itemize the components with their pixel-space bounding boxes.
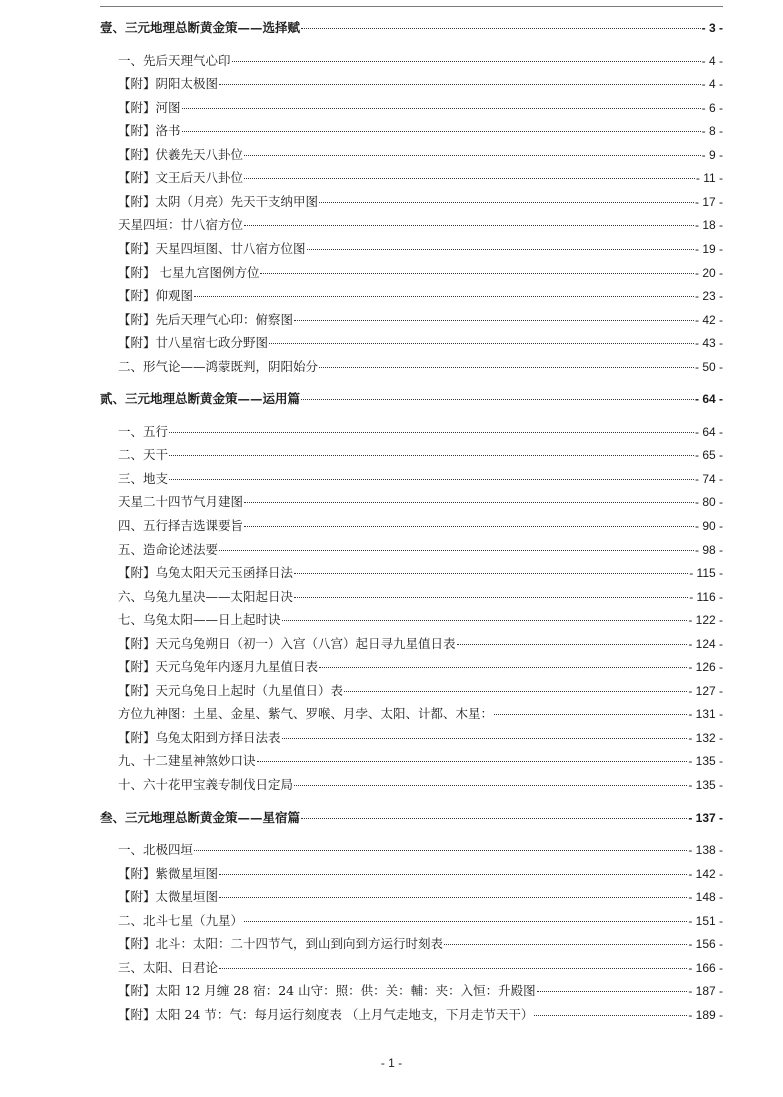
toc-entry-label: 一、先后天理气心印 bbox=[118, 53, 231, 68]
toc-section-heading[interactable] bbox=[100, 810, 723, 826]
toc-entry-page: - 115 - bbox=[689, 566, 723, 580]
toc-entry[interactable] bbox=[118, 777, 723, 793]
toc-entry-page: - 80 - bbox=[694, 495, 723, 509]
toc-entry-page: - 42 - bbox=[694, 313, 723, 327]
toc-entry[interactable] bbox=[118, 960, 723, 976]
toc-entry-page: - 65 - bbox=[694, 448, 723, 462]
toc-dot-leader bbox=[307, 249, 694, 250]
toc-dot-leader bbox=[169, 455, 694, 456]
toc-dot-leader bbox=[182, 131, 701, 132]
toc-entry-label: 三、太阳、日君论 bbox=[118, 960, 219, 975]
toc-entry-label: 【附】 七星九宫图例方位 bbox=[118, 265, 260, 280]
toc-entry-label: 【附】河图 bbox=[118, 100, 181, 115]
toc-entry-label: 【附】太微星垣图 bbox=[118, 889, 219, 904]
toc-entry-page: - 8 - bbox=[701, 124, 723, 138]
toc-entry[interactable] bbox=[118, 447, 723, 463]
toc-entry-label: 【附】洛书 bbox=[118, 123, 181, 138]
toc-entry-label: 天星四垣：廿八宿方位 bbox=[118, 217, 244, 232]
toc-entry-label: 方位九神图：土星、金星、紫气、罗喉、月孛、太阳、计都、木星： bbox=[118, 706, 494, 721]
toc-entry-page: - 90 - bbox=[694, 519, 723, 533]
toc-entry[interactable] bbox=[118, 866, 723, 882]
toc-entry[interactable] bbox=[118, 565, 723, 581]
toc-entry-page: - 156 - bbox=[688, 937, 723, 951]
toc-entry[interactable] bbox=[118, 241, 723, 257]
toc-entry-label: 七、乌兔太阳——日上起时诀 bbox=[118, 612, 281, 627]
toc-entry[interactable] bbox=[118, 842, 723, 858]
toc-entry[interactable] bbox=[118, 170, 723, 186]
toc-dot-leader bbox=[257, 761, 688, 762]
toc-entry[interactable] bbox=[118, 312, 723, 328]
toc-entry-page: - 50 - bbox=[694, 360, 723, 374]
toc-entry[interactable] bbox=[118, 76, 723, 92]
toc-dot-leader bbox=[219, 968, 687, 969]
toc-entry-page: - 166 - bbox=[688, 961, 723, 975]
toc-entry[interactable] bbox=[118, 936, 723, 952]
toc-entry-label: 五、造命论述法要 bbox=[118, 542, 219, 557]
toc-entry[interactable] bbox=[118, 683, 723, 699]
toc-entry-page: - 64 - bbox=[694, 425, 723, 439]
toc-entry-label: 九、十二建星神煞妙口诀 bbox=[118, 753, 256, 768]
toc-entry-label: 【附】太阳 12 月缠 28 宿：24 山守：照：供：关：輔：夹：入恒：升殿图 bbox=[118, 983, 536, 998]
toc-dot-leader bbox=[232, 61, 701, 62]
toc-entry-page: - 19 - bbox=[694, 242, 723, 256]
toc-entry-label: 【附】乌兔太阳天元玉函择日法 bbox=[118, 565, 294, 580]
toc-entry[interactable] bbox=[118, 335, 723, 351]
toc-entry[interactable] bbox=[118, 53, 723, 69]
toc-entry[interactable] bbox=[118, 288, 723, 304]
toc-entry-page: - 131 - bbox=[688, 707, 723, 721]
toc-entry-label: 【附】乌兔太阳到方择日法表 bbox=[118, 730, 281, 745]
toc-entry[interactable] bbox=[118, 100, 723, 116]
toc-entry-label: 【附】文王后天八卦位 bbox=[118, 170, 244, 185]
toc-dot-leader bbox=[319, 202, 694, 203]
toc-entry-page: - 43 - bbox=[694, 336, 723, 350]
toc-entry-page: - 187 - bbox=[688, 984, 723, 998]
toc-entry[interactable] bbox=[118, 983, 723, 999]
toc-entry-label: 【附】伏羲先天八卦位 bbox=[118, 147, 244, 162]
toc-entry[interactable] bbox=[118, 471, 723, 487]
toc-entry-page: - 126 - bbox=[688, 660, 723, 674]
toc-entry-page: - 127 - bbox=[688, 684, 723, 698]
toc-entry[interactable] bbox=[118, 494, 723, 510]
toc-entry-page: - 20 - bbox=[694, 266, 723, 280]
toc-entry[interactable] bbox=[118, 424, 723, 440]
toc-dot-leader bbox=[244, 155, 701, 156]
toc-entry-page: - 3 - bbox=[701, 21, 723, 35]
toc-entry-label: 【附】先后天理气心印：俯察图 bbox=[118, 312, 294, 327]
toc-dot-leader bbox=[537, 991, 688, 992]
toc-dot-leader bbox=[319, 667, 687, 668]
toc-dot-leader bbox=[344, 691, 687, 692]
toc-dot-leader bbox=[294, 597, 688, 598]
toc-entry-page: - 64 - bbox=[694, 392, 723, 406]
toc-entry-page: - 135 - bbox=[688, 754, 723, 768]
toc-entry-page: - 9 - bbox=[701, 148, 723, 162]
toc-entry[interactable] bbox=[118, 194, 723, 210]
toc-entry-page: - 23 - bbox=[694, 289, 723, 303]
toc-entry[interactable] bbox=[118, 636, 723, 652]
toc-entry-label: 二、天干 bbox=[118, 447, 169, 462]
toc-entry-page: - 142 - bbox=[688, 867, 723, 881]
toc-entry-page: - 189 - bbox=[688, 1008, 723, 1022]
toc-entry-label: 【附】仰观图 bbox=[118, 288, 194, 303]
toc-entry[interactable] bbox=[118, 1007, 723, 1023]
toc-entry-page: - 4 - bbox=[701, 54, 723, 68]
toc-entry-label: 天星二十四节气月建图 bbox=[118, 494, 244, 509]
toc-dot-leader bbox=[494, 714, 687, 715]
toc-entry-label: 叁、三元地理总断黄金策——星宿篇 bbox=[100, 810, 301, 825]
toc-dot-leader bbox=[244, 178, 695, 179]
toc-entry-page: - 4 - bbox=[701, 77, 723, 91]
toc-entry-label: 【附】天元乌兔年内逐月九星值日表 bbox=[118, 659, 319, 674]
toc-entry-page: - 148 - bbox=[688, 890, 723, 904]
toc-section-heading[interactable] bbox=[100, 391, 723, 407]
toc-dot-leader bbox=[169, 479, 694, 480]
toc-entry-label: 【附】天星四垣图、廿八宿方位图 bbox=[118, 241, 306, 256]
toc-dot-leader bbox=[294, 320, 694, 321]
toc-entry[interactable] bbox=[118, 518, 723, 534]
toc-entry[interactable] bbox=[118, 147, 723, 163]
toc-entry[interactable] bbox=[118, 359, 723, 375]
toc-entry-label: 三、地支 bbox=[118, 471, 169, 486]
toc-dot-leader bbox=[244, 225, 694, 226]
toc-dot-leader bbox=[194, 850, 687, 851]
toc-entry-page: - 6 - bbox=[701, 101, 723, 115]
toc-entry-label: 【附】北斗：太阳：二十四节气，到山到向到方运行时刻表 bbox=[118, 936, 444, 951]
toc-dot-leader bbox=[319, 367, 694, 368]
toc-entry[interactable] bbox=[118, 753, 723, 769]
toc-dot-leader bbox=[219, 550, 694, 551]
toc-entry-page: - 116 - bbox=[689, 590, 723, 604]
toc-entry-label: 【附】紫微星垣图 bbox=[118, 866, 219, 881]
toc-entry-label: 一、北极四垣 bbox=[118, 842, 194, 857]
toc-entry[interactable] bbox=[118, 589, 723, 605]
toc-entry-page: - 132 - bbox=[688, 731, 723, 745]
toc-dot-leader bbox=[244, 502, 694, 503]
toc-dot-leader bbox=[244, 921, 687, 922]
toc-entry[interactable] bbox=[118, 659, 723, 675]
toc-entry-label: 四、五行择吉选课要旨 bbox=[118, 518, 244, 533]
toc-entry[interactable] bbox=[118, 730, 723, 746]
toc-dot-leader bbox=[282, 738, 688, 739]
toc-entry-page: - 98 - bbox=[694, 543, 723, 557]
toc-entry[interactable] bbox=[118, 123, 723, 139]
toc-entry-page: - 122 - bbox=[688, 613, 723, 627]
toc-section-heading[interactable] bbox=[100, 20, 723, 36]
top-rule bbox=[100, 6, 723, 7]
toc-dot-leader bbox=[457, 644, 688, 645]
toc-dot-leader bbox=[282, 620, 688, 621]
toc-entry-page: - 151 - bbox=[688, 914, 723, 928]
toc-entry-page: - 11 - bbox=[695, 171, 723, 185]
toc-entry[interactable] bbox=[118, 612, 723, 628]
toc-entry-label: 壹、三元地理总断黄金策——选择赋 bbox=[100, 20, 301, 35]
toc-dot-leader bbox=[301, 818, 687, 819]
toc-dot-leader bbox=[301, 399, 694, 400]
toc-entry-page: - 18 - bbox=[694, 218, 723, 232]
toc-dot-leader bbox=[219, 897, 687, 898]
toc-entry-label: 贰、三元地理总断黄金策——运用篇 bbox=[100, 391, 301, 406]
toc-dot-leader bbox=[294, 573, 688, 574]
toc-dot-leader bbox=[194, 296, 694, 297]
toc-dot-leader bbox=[534, 1015, 687, 1016]
toc-entry-label: 二、形气论——鸿蒙既判，阴阳始分 bbox=[118, 359, 319, 374]
toc-dot-leader bbox=[444, 944, 687, 945]
toc-entry[interactable] bbox=[118, 913, 723, 929]
toc-entry[interactable] bbox=[118, 542, 723, 558]
toc-entry-label: 一、五行 bbox=[118, 424, 169, 439]
toc-entry-page: - 124 - bbox=[688, 637, 723, 651]
toc-dot-leader bbox=[294, 785, 687, 786]
toc-dot-leader bbox=[182, 108, 701, 109]
toc-dot-leader bbox=[244, 526, 694, 527]
toc-entry-label: 十、六十花甲宝義专制伐日定局 bbox=[118, 777, 294, 792]
footer-page-number: - 1 - bbox=[380, 1056, 403, 1070]
toc-entry-label: 【附】廿八星宿七政分野图 bbox=[118, 335, 269, 350]
toc-entry[interactable] bbox=[118, 217, 723, 233]
toc-entry-label: 二、北斗七星（九星） bbox=[118, 913, 244, 928]
toc-entry-label: 【附】太阳 24 节：气：每月运行刻度表 （上月气走地支，下月走节天干） bbox=[118, 1007, 534, 1022]
toc-entry[interactable] bbox=[118, 265, 723, 281]
toc-entry[interactable] bbox=[118, 889, 723, 905]
toc-dot-leader bbox=[219, 874, 687, 875]
toc-entry-label: 【附】天元乌兔日上起时（九星值日）表 bbox=[118, 683, 344, 698]
toc-dot-leader bbox=[169, 432, 694, 433]
toc-entry-label: 【附】天元乌兔朔日（初一）入宫（八宫）起日寻九星值日表 bbox=[118, 636, 456, 651]
toc-entry-page: - 17 - bbox=[694, 195, 723, 209]
toc-dot-leader bbox=[269, 343, 694, 344]
toc-entry-page: - 138 - bbox=[688, 843, 723, 857]
toc-entry-label: 六、乌兔九星决——太阳起日决 bbox=[118, 589, 294, 604]
toc-dot-leader bbox=[219, 84, 701, 85]
toc-entry-label: 【附】太阴（月亮）先天干支纳甲图 bbox=[118, 194, 319, 209]
toc-entry-label: 【附】阴阳太极图 bbox=[118, 76, 219, 91]
toc-dot-leader bbox=[260, 273, 694, 274]
toc-dot-leader bbox=[301, 28, 701, 29]
toc-entry-page: - 74 - bbox=[694, 472, 723, 486]
toc-entry-page: - 137 - bbox=[688, 811, 723, 825]
toc-entry-page: - 135 - bbox=[688, 778, 723, 792]
toc-entry[interactable] bbox=[118, 706, 723, 722]
